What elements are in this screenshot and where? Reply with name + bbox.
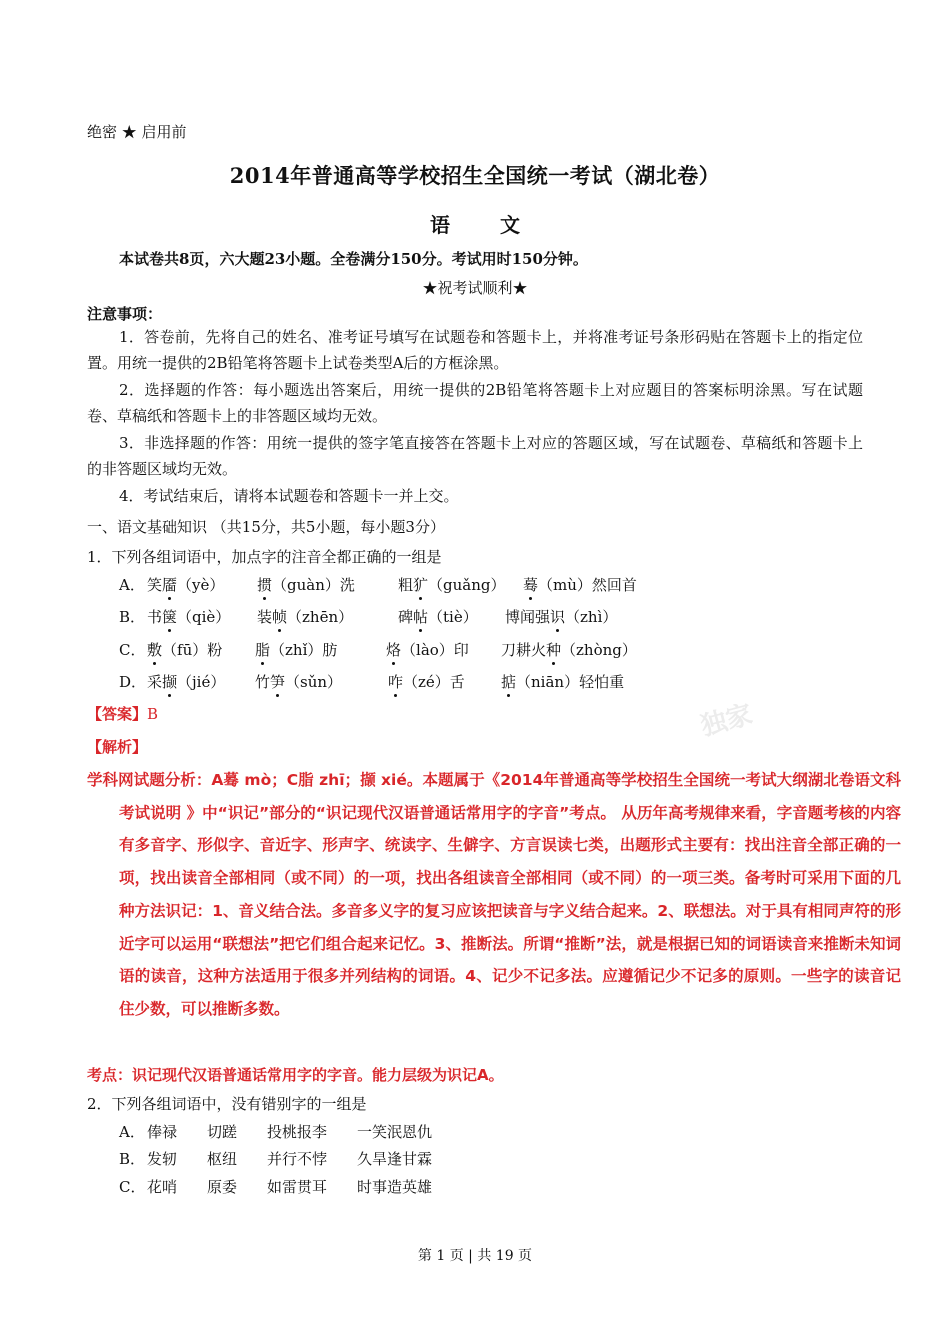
watermark: 独家	[697, 699, 756, 743]
option-word: 一笑泯恩仇	[357, 1123, 433, 1141]
option-label: C．	[119, 1178, 146, 1196]
analysis-label: 【解析】	[87, 738, 148, 756]
option-label: C．	[119, 641, 146, 659]
exam-info: 本试卷共8页，六大题23小题。全卷满分150分。考试用时150分钟。	[119, 250, 588, 268]
option-word: 切蹉	[207, 1123, 238, 1141]
option-word: 书箧（qiè）	[147, 608, 231, 626]
option-label: B．	[119, 1150, 146, 1168]
option-word: 掂（niān）轻怕重	[501, 673, 625, 691]
option-word: 碑帖（tiè）	[398, 608, 478, 626]
option-word: 博闻强识（zhì）	[505, 608, 618, 626]
notice-title: 注意事项：	[87, 305, 163, 323]
option-word: 时事造英雄	[357, 1178, 433, 1196]
answer-line	[87, 703, 158, 724]
option-label: A．	[119, 576, 145, 594]
answer-label: 【答案】	[87, 705, 148, 723]
exam-title: 2014年普通高等学校招生全国统一考试（湖北卷）	[229, 163, 721, 188]
option-word: 花哨	[147, 1178, 178, 1196]
option-word: 掼（guàn）洗	[257, 576, 355, 594]
option-word: 投桃报李	[267, 1123, 328, 1141]
option-word: 粗犷（guǎng）	[398, 576, 506, 594]
option-word: 发轫	[147, 1150, 178, 1168]
question-2-stem: 2．下列各组词语中，没有错别字的一组是	[87, 1095, 367, 1113]
option-word: 烙（lào）印	[386, 641, 469, 659]
option-word: 竹笋（sǔn）	[255, 673, 343, 691]
option-word: 并行不悖	[267, 1150, 328, 1168]
notice-item-2: 2．选择题的作答：每小题选出答案后，用统一提供的2B铅笔将答题卡上对应题目的答案标明涂黑。写在试题卷、草稿纸和答题卡上的非答题区域均无效。	[87, 381, 863, 425]
blessing: ★祝考试顺利★	[422, 279, 528, 297]
question-1-stem: 1．下列各组词语中，加点字的注音全都正确的一组是	[87, 548, 442, 566]
analysis-text: 学科网试题分析：A蓦 mò；C脂 zhī；撷 xié。本题属于《2014年普通高等学校招生全国统一考试大纲湖北卷语文科考试说明 》中“识记”部分的“识记现代汉语普通话常用字的字音”考点。 从历年高考规律来看，字音题考核的内容有多音字、形似字、音近字、形声字、统读字、生僻字、方言误读七类，出题形式主要有：找出注音全部正确的一项，找出读音全部相同（或不同）的一项，找出各组读音全部相同（或不同）的一项三类。备考时可采用下面的几种方法识记：1、音义结合法。多音多义字的复习应该把读音与字义结合起来。2、联想法。对于具有相同声符的形近字可以运用“联想法”把它们组合起来记忆。3、推断法。所谓“推断”法，就是根据已知的词语读音来推断未知词语的读音，这种方法适用于很多并列结构的词语。4、记少不记多法。应遵循记少不记多的原则。一些字的读音记住少数，可以推断多数。	[87, 771, 901, 1018]
option-word: 俸禄	[147, 1123, 178, 1141]
option-word: 脂（zhǐ）肪	[255, 641, 338, 659]
notice-item-1: 1．答卷前，先将自己的姓名、准考证号填写在试题卷和答题卡上，并将准考证号条形码贴在答题卡上的指定位置。用统一提供的2B铅笔将答题卡上试卷类型A后的方框涂黑。	[87, 328, 863, 372]
option-word: 枢纽	[207, 1150, 238, 1168]
kaodian-line: 考点：识记现代汉语普通话常用字的字音。能力层级为识记A。	[87, 1066, 504, 1084]
option-word: 咋（zé）舌	[388, 673, 465, 691]
option-word: 久旱逢甘霖	[357, 1150, 433, 1168]
subject-title	[0, 209, 950, 238]
subject-char-2: 文	[500, 213, 520, 237]
page-footer: 第 1 页 | 共 19 页	[417, 1248, 533, 1264]
option-word: 如雷贯耳	[267, 1178, 328, 1196]
option-label: D．	[119, 673, 147, 691]
option-word: 敷（fū）粉	[147, 641, 223, 659]
section-heading: 一、语文基础知识 （共15分，共5小题，每小题3分）	[87, 518, 445, 536]
notice-item-4: 4．考试结束后，请将本试题卷和答题卡一并上交。	[119, 487, 459, 505]
option-label: A．	[119, 1123, 145, 1141]
option-label: B．	[119, 608, 146, 626]
notice-item-3: 3．非选择题的作答：用统一提供的签字笔直接答在答题卡上对应的答题区域，写在试题卷、草稿纸和答题卡上的非答题区域均无效。	[87, 434, 863, 478]
option-word: 蓦（mù）然回首	[523, 576, 637, 594]
confidential-label: 绝密 ★ 启用前	[87, 123, 187, 141]
option-word: 装帧（zhēn）	[257, 608, 354, 626]
option-word: 刀耕火种（zhòng）	[501, 641, 637, 659]
subject-char-1: 语	[430, 213, 450, 237]
option-word: 采撷（jié）	[147, 673, 226, 691]
option-word: 原委	[207, 1178, 238, 1196]
answer-value: B	[147, 705, 159, 723]
option-word: 笑靥（yè）	[147, 576, 225, 594]
